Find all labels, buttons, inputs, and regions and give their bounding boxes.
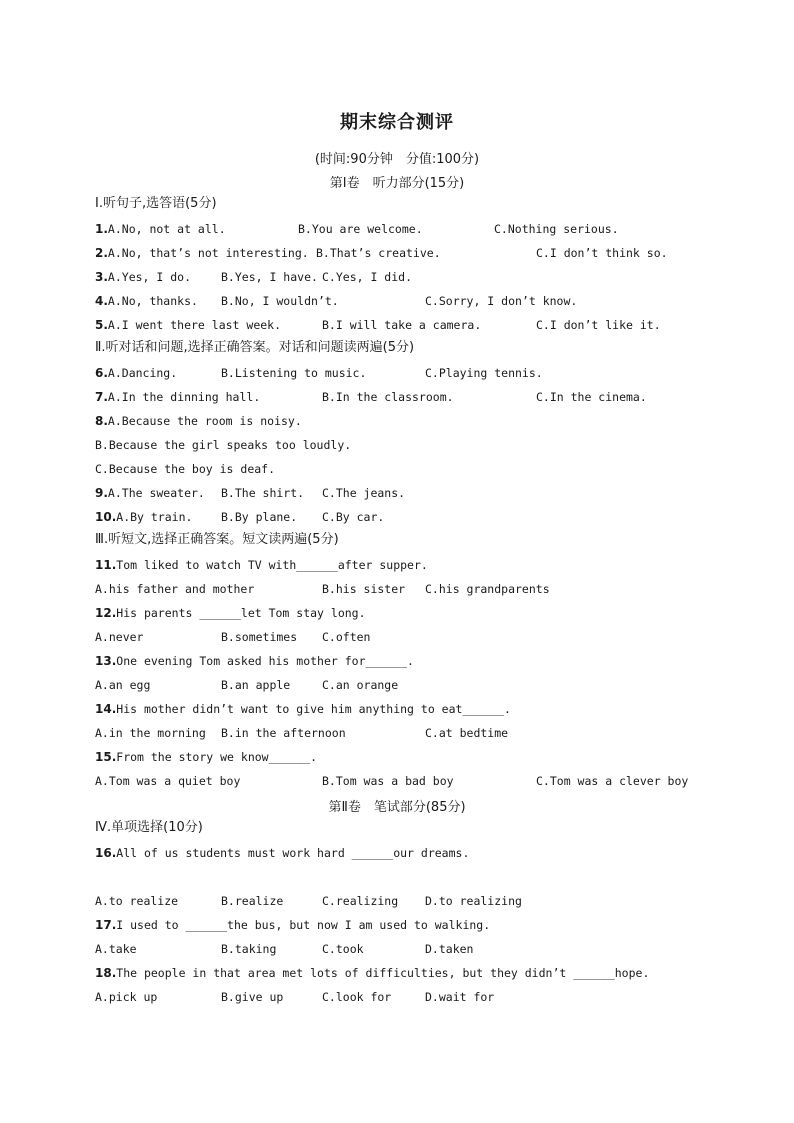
question-number: 18.	[95, 966, 117, 980]
question-number: 5.	[95, 318, 108, 332]
question-11	[95, 557, 428, 573]
question-16	[95, 845, 469, 861]
page-title: 期末综合测评	[340, 112, 454, 133]
option-c: C.By car.	[322, 510, 385, 524]
option-a: A.By train.	[116, 510, 193, 524]
option-c: C.Because the boy is deaf.	[95, 462, 276, 476]
question-stem: One evening Tom asked his mother for______.	[116, 654, 414, 668]
option-c: C.Yes, I did.	[322, 270, 413, 284]
option-d: D.to realizing	[425, 894, 522, 908]
option-c: C.took	[322, 942, 364, 956]
option-a: A.I went there last week.	[107, 318, 282, 332]
option-a: A.Yes, I do.	[107, 270, 192, 284]
question-7	[95, 389, 260, 405]
question-number: 3.	[95, 270, 108, 284]
option-b: B.in the afternoon	[221, 726, 346, 740]
option-d: D.taken	[425, 942, 474, 956]
question-8	[95, 413, 302, 429]
option-c: C.Sorry, I don’t know.	[425, 294, 578, 308]
option-b: B.an apple	[221, 678, 291, 692]
question-3	[95, 269, 191, 285]
option-b: B.In the classroom.	[322, 390, 454, 404]
option-a: A.to realize	[95, 894, 179, 908]
option-a: A.No, thanks.	[107, 294, 198, 308]
question-stem: I used to ______the bus, but now I am used to walking.	[116, 918, 491, 932]
option-c: C.Tom was a clever boy	[536, 774, 689, 788]
option-a: A.In the dinning hall.	[107, 390, 261, 404]
question-stem: All of us students must work hard ______our dreams.	[116, 846, 470, 860]
option-c: C.an orange	[322, 678, 399, 692]
option-a: A.an egg	[95, 678, 151, 692]
question-number: 4.	[95, 294, 108, 308]
question-number: 14.	[95, 702, 117, 716]
question-13	[95, 653, 414, 669]
question-15	[95, 749, 317, 765]
question-number: 15.	[95, 750, 117, 764]
option-b: B.No, I wouldn’t.	[221, 294, 339, 308]
option-b: B.taking	[221, 942, 277, 956]
option-b: B.You are welcome.	[298, 222, 423, 236]
section-3-heading: Ⅲ.听短文,选择正确答案。短文读两遍(5分)	[95, 532, 339, 547]
section-2-heading: Ⅱ.听对话和问题,选择正确答案。对话和问题读两遍(5分)	[95, 340, 415, 355]
option-b: B.give up	[221, 990, 284, 1004]
question-10	[95, 509, 192, 525]
question-2	[95, 245, 309, 261]
option-a: A.No, not at all.	[107, 222, 226, 236]
question-14	[95, 701, 511, 717]
question-stem: The people in that area met lots of difficulties, but they didn’t ______hope.	[116, 966, 650, 980]
question-5	[95, 317, 281, 333]
question-number: 10.	[95, 510, 117, 524]
option-a: A.pick up	[95, 990, 158, 1004]
option-d: D.wait for	[425, 990, 495, 1004]
question-number: 1.	[95, 222, 108, 236]
option-c: C.Nothing serious.	[494, 222, 619, 236]
time-info: (时间:90分钟 分值:100分)	[314, 152, 480, 167]
option-b: B.Tom was a bad boy	[322, 774, 454, 788]
option-c: C.I don’t think so.	[536, 246, 668, 260]
question-number: 11.	[95, 558, 117, 572]
option-c: C.look for	[322, 990, 392, 1004]
option-b: B.Yes, I have.	[221, 270, 318, 284]
question-1	[95, 221, 226, 237]
option-c: C.I don’t like it.	[536, 318, 661, 332]
question-stem: His parents ______let Tom stay long.	[116, 606, 366, 620]
question-4	[95, 293, 198, 309]
option-b: B.Because the girl speaks too loudly.	[95, 438, 352, 452]
option-c: C.In the cinema.	[536, 390, 647, 404]
option-b: B.Listening to music.	[221, 366, 367, 380]
part2-heading: 第Ⅱ卷 笔试部分(85分)	[328, 800, 466, 815]
question-stem: From the story we know______.	[116, 750, 318, 764]
option-b: B.By plane.	[221, 510, 298, 524]
question-stem: Tom liked to watch TV with______after supper.	[116, 558, 428, 572]
option-c: C.often	[322, 630, 371, 644]
question-number: 12.	[95, 606, 117, 620]
question-number: 16.	[95, 846, 117, 860]
option-c: C.Playing tennis.	[425, 366, 543, 380]
question-number: 17.	[95, 918, 117, 932]
option-a: A.take	[95, 942, 137, 956]
question-number: 9.	[95, 486, 108, 500]
question-number: 6.	[95, 366, 108, 380]
option-b: B.sometimes	[221, 630, 298, 644]
option-c: C.The jeans.	[322, 486, 406, 500]
option-b: B.his sister	[322, 582, 406, 596]
option-a: A.in the morning	[95, 726, 206, 740]
option-a: A.Tom was a quiet boy	[95, 774, 241, 788]
option-c: C.his grandparents	[425, 582, 550, 596]
option-b: B.I will take a camera.	[322, 318, 482, 332]
question-stem: His mother didn’t want to give him anything to eat______.	[116, 702, 511, 716]
option-b: B.realize	[221, 894, 284, 908]
option-a: A.Because the room is noisy.	[107, 414, 302, 428]
question-number: 8.	[95, 414, 108, 428]
option-b: B.That’s creative.	[316, 246, 441, 260]
option-a: A.The sweater.	[107, 486, 205, 500]
question-number: 2.	[95, 246, 108, 260]
option-a: A.Dancing.	[107, 366, 178, 380]
section-1-heading: Ⅰ.听句子,选答语(5分)	[95, 196, 217, 211]
question-number: 7.	[95, 390, 108, 404]
option-a: A.never	[95, 630, 144, 644]
option-a: A.No, that’s not interesting.	[107, 246, 309, 260]
option-a: A.his father and mother	[95, 582, 255, 596]
question-number: 13.	[95, 654, 117, 668]
question-17	[95, 917, 490, 933]
question-9	[95, 485, 205, 501]
question-18	[95, 965, 649, 981]
part1-heading: 第Ⅰ卷 听力部分(15分)	[329, 176, 465, 191]
option-b: B.The shirt.	[221, 486, 305, 500]
option-c: C.at bedtime	[425, 726, 509, 740]
option-c: C.realizing	[322, 894, 399, 908]
question-6	[95, 365, 177, 381]
section-4-heading: Ⅳ.单项选择(10分)	[95, 820, 203, 835]
question-12	[95, 605, 366, 621]
